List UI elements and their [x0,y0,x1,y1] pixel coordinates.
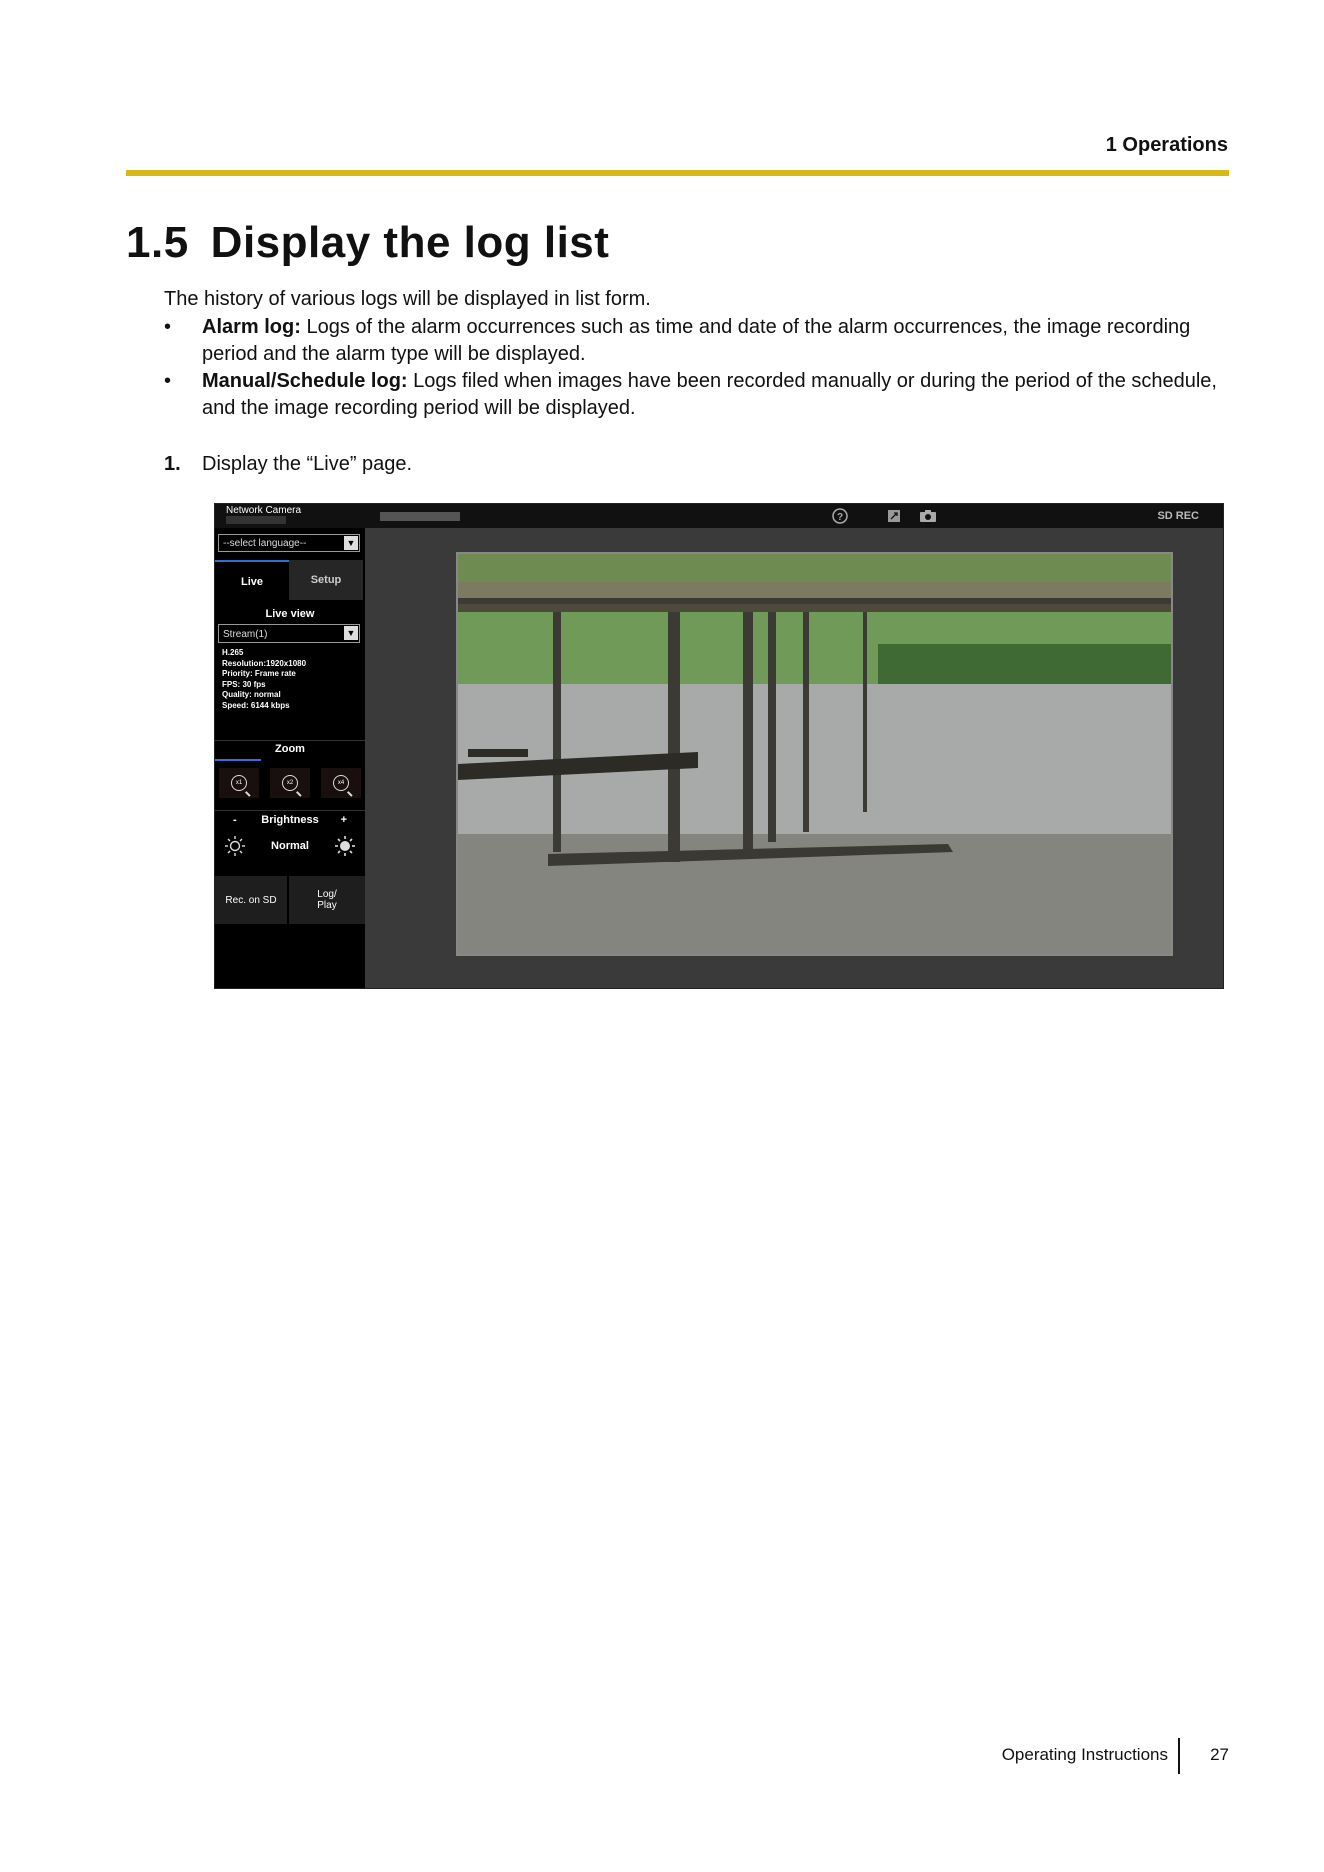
bullet-text: Logs of the alarm occurrences such as time and date of the alarm occurrences, the image recording period and the alarm type will be displayed. [202,316,1191,365]
language-select[interactable] [218,534,360,552]
zoom-icon: x4 [333,775,349,791]
bullet-term: Manual/Schedule log: [202,370,408,392]
chevron-down-icon: ▼ [344,626,358,640]
camera-model-blurred [226,516,286,524]
brightness-label: Brightness [261,814,319,826]
language-select-value: --select language-- [223,538,307,549]
fullscreen-icon[interactable] [885,507,903,525]
chevron-down-icon: ▼ [344,536,358,550]
stream-info-line: H.265 [222,648,244,657]
stream-info-line: Speed: 6144 kbps [222,700,290,710]
footer-title: Operating Instructions [1001,1745,1168,1764]
bullet-term: Alarm log: [202,316,301,338]
live-video-image [456,552,1173,956]
tab-live[interactable]: Live [215,560,289,600]
svg-text:?: ? [836,512,844,523]
brightness-plus: + [340,814,347,826]
zoom-accent [215,759,261,761]
zoom-icon: x2 [282,775,298,791]
stream-info-line: Resolution:1920x1080 [222,658,307,668]
bullet-alarm-log [164,314,1234,368]
step-text: Display the “Live” page. [202,453,413,475]
live-view-title: Live view [265,608,315,620]
log-play-line2: Play [317,900,337,911]
stream-info-line: Priority: Frame rate [222,669,296,678]
tab-setup[interactable]: Setup [289,560,363,600]
live-page-screenshot [214,503,1224,989]
chapter-header: 1 Operations [1105,134,1228,156]
log-play-button[interactable] [289,876,365,924]
control-sidebar [215,528,365,988]
zoom-x2-button[interactable] [270,768,310,798]
zoom-x4-button[interactable] [321,768,361,798]
bullet-text: Logs filed when images have been recorded manually or during the period of the schedule, and the image recording period will be displayed. [202,370,1217,419]
camera-label: Network Camera [226,505,302,516]
header-rule [126,170,1229,176]
bullet-manual-schedule-log [164,368,1234,422]
bullet-list [164,314,1234,422]
camera-title-blurred [380,512,460,521]
sd-rec-indicator: SD REC [1157,510,1199,522]
rec-on-sd-button[interactable]: Rec. on SD [215,876,287,924]
stream-info-line: Quality: normal [222,690,281,699]
step-1 [164,453,412,476]
main-tabs [215,560,365,600]
intro-text: The history of various logs will be displayed in list form. [164,288,651,310]
stream-info-line: FPS: 30 fps [222,679,266,689]
stream-select[interactable] [218,624,360,643]
section-title [126,218,609,268]
footer-divider [1178,1738,1180,1774]
step-number: 1. [164,453,181,475]
zoom-x1-button[interactable] [219,768,259,798]
stream-select-value: Stream(1) [223,629,268,640]
brightness-up-icon[interactable] [331,832,359,860]
zoom-title: Zoom [275,743,305,755]
bullet-dot: • [164,370,172,392]
page-number: 27 [1210,1745,1229,1764]
stream-info [222,648,306,711]
brightness-value: Normal [271,840,309,852]
help-icon[interactable] [831,507,849,525]
brightness-minus: - [233,814,237,826]
camera-icon[interactable] [919,507,937,525]
section-title-text: Display the log list [210,218,610,267]
section-number: 1.5 [126,218,189,267]
bullet-dot: • [164,316,172,338]
zoom-icon: x1 [231,775,247,791]
log-play-line1: Log/ [317,889,337,900]
brightness-row [215,810,365,829]
camera-top-bar [215,504,1223,528]
